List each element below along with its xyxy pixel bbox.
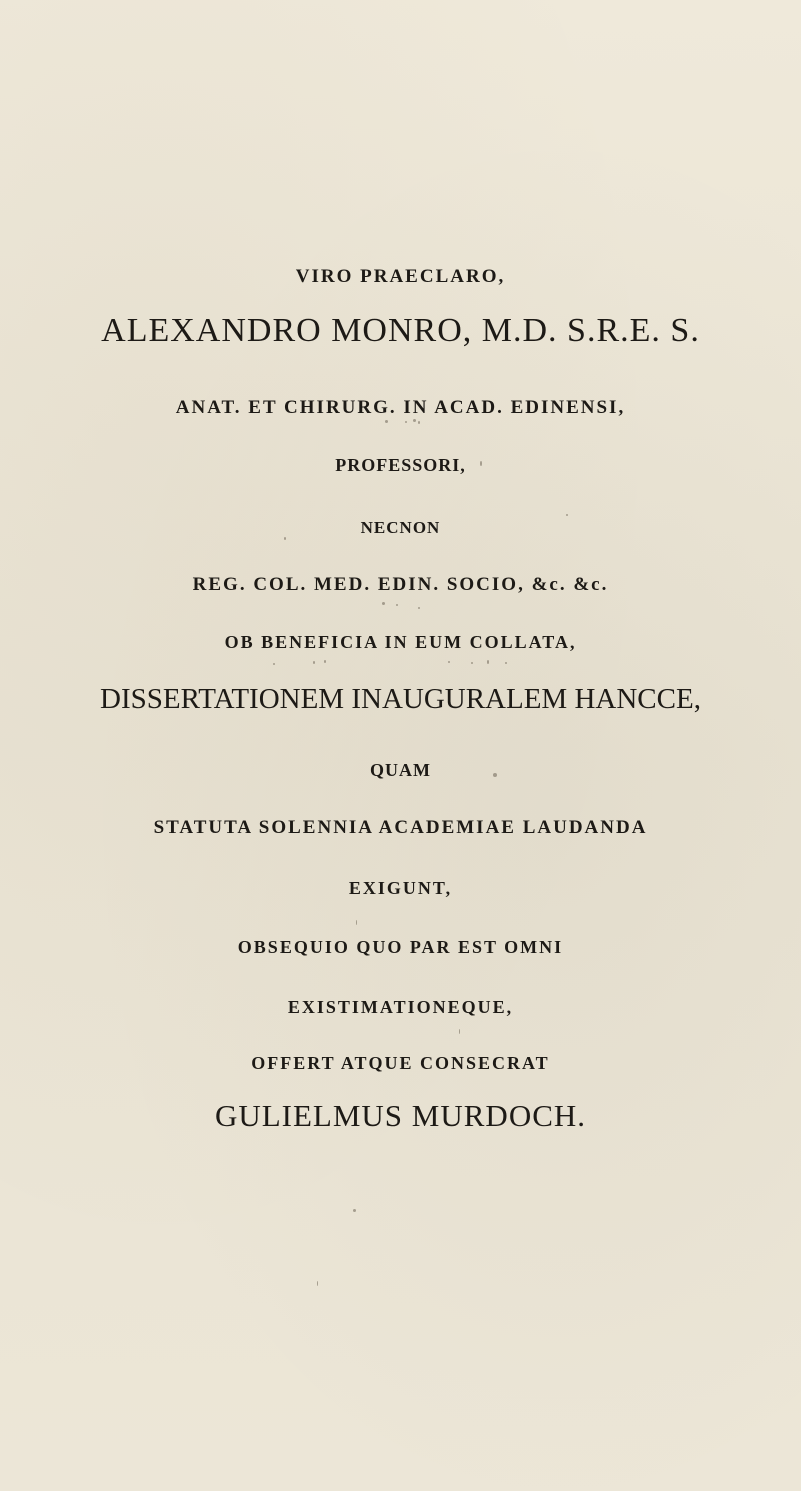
work-title-line: DISSERTATIONEM INAUGURALEM HANCCE, (100, 683, 701, 715)
position-line: ANAT. ET CHIRURG. IN ACAD. EDINENSI, (175, 397, 626, 418)
offering-line: OFFERT ATQUE CONSECRAT (251, 1053, 550, 1073)
respect-line: OBSEQUIO QUO PAR EST OMNI (237, 937, 564, 957)
reason-line: OB BENEFICIA IN EUM COLLATA, (224, 632, 577, 652)
ink-speck (396, 604, 398, 606)
ink-speck (313, 661, 315, 664)
ink-speck (356, 920, 357, 925)
ink-speck (405, 421, 407, 423)
honoree-name: ALEXANDRO MONRO, M.D. S.R.E. S. (101, 312, 700, 349)
requirement-line: EXIGUNT, (348, 878, 453, 898)
ink-speck (353, 1209, 356, 1212)
ink-speck (382, 602, 385, 605)
author-name: GULIELMUS MURDOCH. (214, 1098, 587, 1133)
ink-speck (324, 660, 326, 663)
ink-speck (273, 663, 275, 665)
statutes-line: STATUTA SOLENNIA ACADEMIAE LAUDANDA (153, 817, 648, 838)
ink-speck (471, 662, 473, 664)
ink-speck (418, 607, 420, 609)
esteem-line: EXISTIMATIONEQUE, (287, 997, 514, 1017)
ink-speck (413, 419, 416, 422)
title-line: PROFESSORI, (335, 455, 466, 475)
membership-line: REG. COL. MED. EDIN. SOCIO, &c. &c. (192, 574, 609, 595)
ink-speck (459, 1029, 460, 1034)
ink-speck (317, 1281, 318, 1286)
ink-speck (505, 662, 507, 664)
ink-speck (418, 421, 420, 424)
ink-speck (385, 420, 388, 423)
relative-line: QUAM (370, 760, 431, 780)
salutation-line: VIRO PRAECLARO, (295, 266, 506, 287)
conjunction-line: NECNON (360, 518, 441, 537)
ink-speck (487, 660, 489, 664)
ink-speck (448, 661, 450, 663)
ink-speck (566, 514, 568, 516)
